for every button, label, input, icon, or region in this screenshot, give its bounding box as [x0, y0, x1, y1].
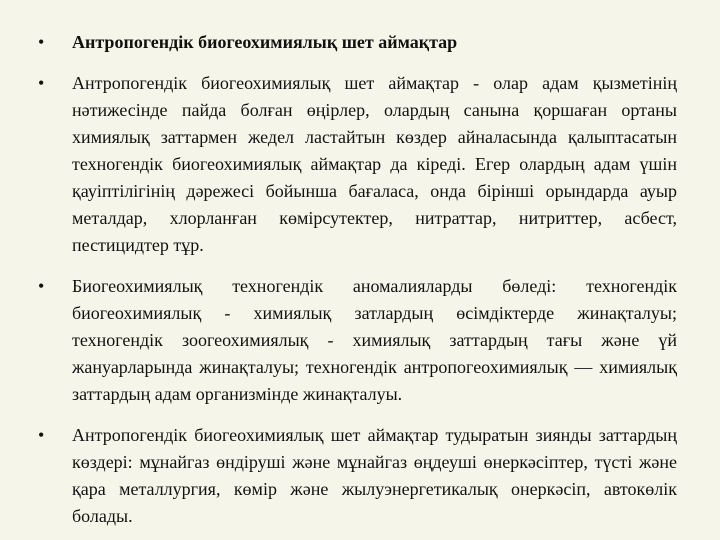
bullet-point-icon: •: [38, 73, 45, 93]
bullet-list: [38, 29, 677, 530]
bullet-item-definition: [38, 70, 677, 259]
bullet-item-heading: [38, 29, 677, 56]
bullet-item-anomalies: [38, 273, 677, 408]
bullet-point-icon: •: [38, 32, 45, 52]
bullet-point-icon: •: [38, 276, 45, 296]
paragraph-text: Биогеохимиялық техногендік аномалияларды бөледі: техногендік биогеохимиялық - химиялық затлардың өсімдіктерде жинақталуы; техногендік зоогеохимиялық - химиялық заттардың тағы және үй жануарларында жинақталуы; техногендік антропогеохимиялық — химиялық заттардың адам организмінде жинақталуы.: [72, 276, 677, 404]
bullet-item-sources: [38, 422, 677, 530]
heading-text: Антропогендік биогеохимиялық шет аймақтар: [72, 32, 458, 52]
paragraph-text: Антропогендік биогеохимиялық шет аймақтар тудыратын зиянды заттардың көздері: мұнайгаз өндіруші және мұнайгаз өңдеуші өнеркәсіптер, түсті және қара металлургия, көмір және жылуэнергетикалық онеркәсіп, автокөлік болады.: [72, 425, 677, 526]
bullet-point-icon: •: [38, 425, 45, 445]
paragraph-text: Антропогендік биогеохимиялық шет аймақтар - олар адам қызметінің нәтижесінде пайда болған өңірлер, олардың санына қоршаған ортаны химиялық заттармен жедел ластайтын көздер айналасында қалыптасатын техногендік биогеохимиялық аймақтар да кіреді. Егер олардың адам үшін қауіптілігінің дәрежесі бойынша бағаласа, онда бірінші орындарда ауыр металдар, хлорланған көмірсутектер, нитраттар, нитриттер, асбест, пестицидтер тұр.: [72, 73, 677, 255]
